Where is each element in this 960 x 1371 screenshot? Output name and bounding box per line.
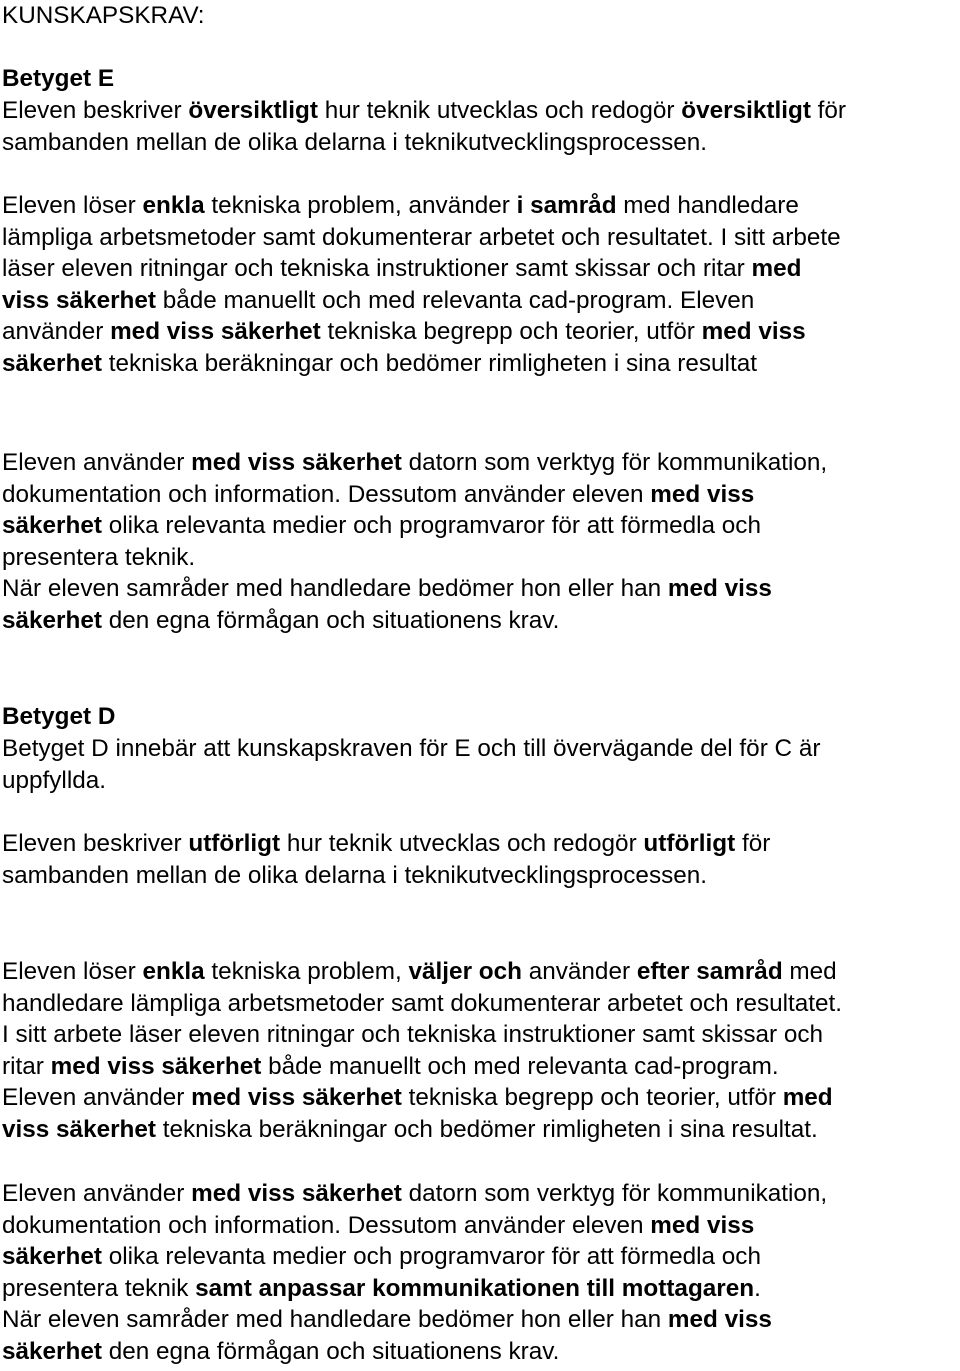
emphasis-text: med viss (650, 1211, 755, 1239)
body-text: I sitt arbete läser eleven ritningar och tekniska instruktioner samt skissar och (2, 1021, 824, 1048)
body-text: olika relevanta medier och programvaror för att förmedla och (101, 512, 761, 539)
body-text: Eleven använder (2, 1084, 192, 1111)
body-text: hur teknik utvecklas och redogör (317, 97, 682, 124)
body-text: datorn som verktyg för kommunikation, (401, 449, 828, 476)
text-line (2, 190, 957, 222)
body-text: Betyget D innebär att kunskapskraven för E och till övervägande del för C är (2, 735, 821, 762)
body-text: lämpliga arbetsmetoder samt dokumenterar arbetet och resultatet. I sitt arbete (2, 223, 841, 251)
grade-e-paragraph-2 (2, 190, 957, 379)
emphasis-text: väljer och (408, 958, 522, 985)
body-text: olika relevanta medier och programvaror för att förmedla och (101, 1243, 761, 1270)
body-text: presentera teknik. (2, 543, 196, 571)
body-text: hur teknik utvecklas och redogör (280, 830, 644, 857)
emphasis-text: säkerhet (2, 606, 102, 634)
emphasis-text: med (751, 255, 802, 282)
emphasis-text: samt anpassar kommunikationen till mottagaren (195, 1274, 755, 1302)
body-text: tekniska problem, (204, 958, 409, 985)
body-text: använder (521, 958, 637, 985)
emphasis-text: viss säkerhet (2, 286, 156, 314)
text-line (2, 988, 957, 1020)
body-text: den egna förmågan och situationens krav. (101, 1337, 560, 1365)
body-text: för (810, 97, 847, 124)
text-line (2, 1241, 957, 1273)
text-line (2, 95, 957, 127)
text-line (2, 1336, 957, 1368)
emphasis-text: med viss säkerhet (191, 449, 402, 476)
text-line (2, 316, 957, 348)
body-text: tekniska problem, använder (204, 192, 517, 219)
emphasis-text: utförligt (188, 830, 281, 857)
body-text: sambanden mellan de olika delarna i teknikutvecklingsprocessen. (2, 861, 708, 889)
text-line (2, 285, 957, 317)
emphasis-text: med viss säkerhet (110, 318, 321, 345)
emphasis-text: säkerhet (2, 349, 102, 377)
emphasis-text: viss säkerhet (2, 1115, 156, 1143)
body-text: datorn som verktyg för kommunikation, (401, 1180, 828, 1207)
text-line (2, 348, 957, 380)
grade-e-paragraph-3 (2, 447, 957, 636)
grade-d-paragraph-1 (2, 733, 957, 796)
body-text: tekniska begrepp och teorier, utför (401, 1084, 783, 1111)
text-line (2, 542, 957, 574)
text-line (2, 828, 957, 860)
text-line (2, 1051, 957, 1083)
text-line (2, 860, 957, 892)
text-line (2, 1210, 957, 1242)
text-line (2, 573, 957, 605)
text-line (2, 1114, 957, 1146)
body-text: ritar (2, 1052, 51, 1080)
emphasis-text: med viss (667, 575, 772, 602)
grade-e-paragraph-1 (2, 95, 957, 158)
body-text: . (754, 1274, 761, 1302)
emphasis-text: översiktligt (188, 97, 318, 124)
emphasis-text: enkla (142, 192, 205, 219)
emphasis-text: översiktligt (681, 97, 811, 124)
text-line (2, 510, 957, 542)
emphasis-text: med viss (667, 1306, 772, 1333)
emphasis-text: med viss säkerhet (191, 1084, 402, 1111)
emphasis-text: säkerhet (2, 1243, 102, 1270)
text-line (2, 1178, 957, 1210)
text-line (2, 956, 957, 988)
text-line (2, 1019, 957, 1051)
grade-e-heading: Betyget E (2, 65, 115, 92)
body-text: både manuellt och med relevanta cad-program. Eleven (156, 286, 755, 314)
body-text: handledare lämpliga arbetsmetoder samt dokumenterar arbetet och resultatet. (2, 989, 843, 1017)
emphasis-text: säkerhet (2, 1337, 102, 1365)
body-text: för (735, 830, 771, 857)
body-text: presentera teknik (2, 1274, 196, 1302)
document-title: KUNSKAPSKRAV: (2, 2, 205, 29)
body-text: När eleven samråder med handledare bedömer hon eller han (2, 1306, 668, 1333)
body-text: dokumentation och information. Dessutom använder eleven (2, 1211, 651, 1239)
body-text: dokumentation och information. Dessutom använder eleven (2, 480, 651, 508)
body-text: både manuellt och med relevanta cad-program. (261, 1052, 779, 1080)
emphasis-text: efter samråd (636, 958, 783, 985)
text-line (2, 765, 957, 797)
body-text: Eleven använder (2, 1180, 192, 1207)
grade-d-paragraph-4 (2, 1178, 957, 1367)
grade-d-heading: Betyget D (2, 703, 116, 730)
emphasis-text: med (782, 1084, 833, 1111)
text-line (2, 605, 957, 637)
text-line (2, 447, 957, 479)
emphasis-text: med viss säkerhet (191, 1180, 402, 1207)
body-text: den egna förmågan och situationens krav. (101, 606, 560, 634)
body-text: tekniska beräkningar och bedömer rimligheten i sina resultat. (156, 1115, 818, 1143)
body-text: sambanden mellan de olika delarna i teknikutvecklingsprocessen. (2, 128, 708, 156)
body-text: läser eleven ritningar och tekniska instruktioner samt skissar och ritar (2, 255, 752, 282)
body-text: Eleven löser (2, 958, 143, 985)
body-text: Eleven beskriver (2, 830, 189, 857)
grade-d-paragraph-3 (2, 956, 957, 1145)
body-text: Eleven beskriver (2, 97, 189, 124)
emphasis-text: med viss säkerhet (50, 1052, 262, 1080)
emphasis-text: med viss (701, 318, 806, 345)
text-line (2, 479, 957, 511)
body-text: När eleven samråder med handledare bedömer hon eller han (2, 575, 668, 602)
emphasis-text: säkerhet (2, 512, 102, 539)
body-text: med (782, 958, 837, 985)
text-line (2, 222, 957, 254)
text-line (2, 733, 957, 765)
text-line (2, 127, 957, 159)
emphasis-text: med viss (650, 480, 755, 508)
text-line (2, 1304, 957, 1336)
text-line (2, 253, 957, 285)
body-text: Eleven löser (2, 192, 143, 219)
body-text: tekniska begrepp och teorier, utför (320, 318, 702, 345)
emphasis-text: i samråd (516, 192, 617, 219)
body-text: uppfyllda. (2, 766, 107, 794)
emphasis-text: utförligt (643, 830, 736, 857)
body-text: med handledare (616, 192, 799, 219)
text-line (2, 1273, 957, 1305)
body-text: tekniska beräkningar och bedömer rimligheten i sina resultat (101, 349, 757, 377)
grade-d-paragraph-2 (2, 828, 957, 891)
body-text: använder (2, 318, 111, 345)
body-text: Eleven använder (2, 449, 192, 476)
text-line (2, 1082, 957, 1114)
emphasis-text: enkla (142, 958, 205, 985)
